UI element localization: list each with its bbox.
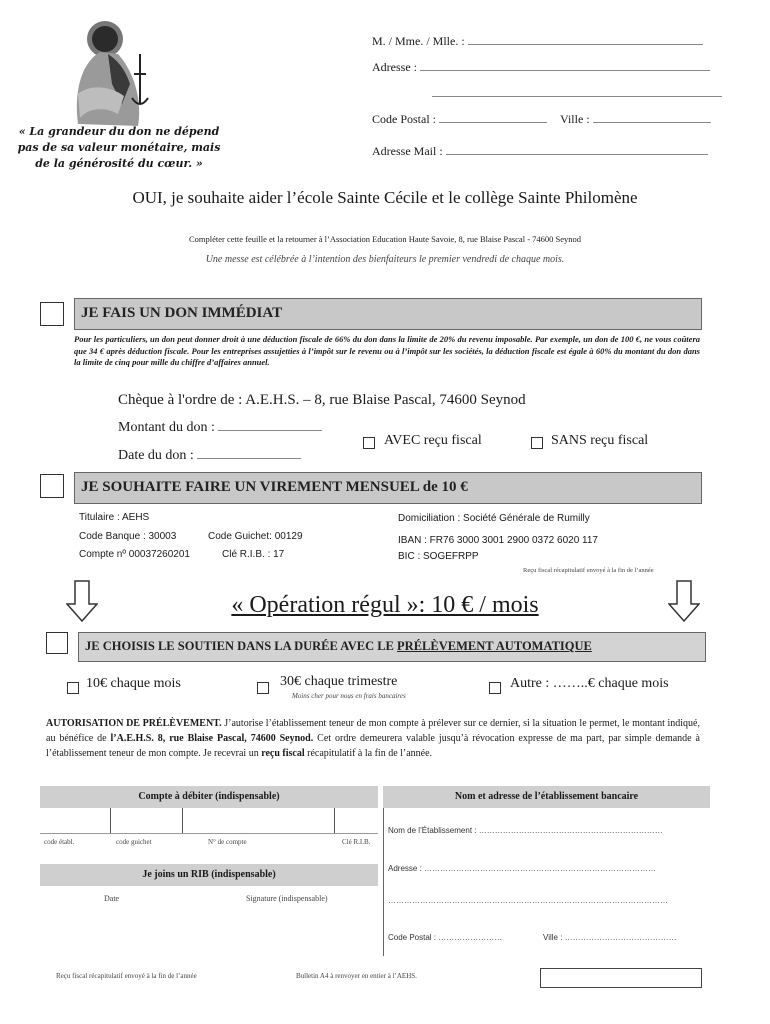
account-number-text: Compte nº 00037260201: [79, 549, 190, 560]
bank-info-title: Nom et adresse de l’établissement bancaire: [454, 791, 639, 802]
motto-line3: de la générosité du cœur. »: [35, 157, 203, 170]
office-use-box[interactable]: [540, 968, 702, 988]
postal-label: Code Postal :: [372, 112, 437, 126]
branch-code-text: Code Guichet: 00129: [208, 531, 303, 542]
monthly-transfer-header: [74, 472, 702, 504]
footer-return-note: Bulletin A4 à renvoyer en entier à l’AEHS.: [296, 972, 417, 980]
amount-label: Montant du don :: [118, 420, 215, 435]
date-field[interactable]: [118, 448, 301, 464]
operation-title: [0, 592, 770, 619]
bank-address-field[interactable]: Adresse : ……………………………………………………………………………: [388, 864, 657, 873]
monthly-10-checkbox[interactable]: [67, 682, 79, 694]
postal-field[interactable]: [372, 112, 547, 127]
email-field[interactable]: [372, 144, 708, 159]
motto: [14, 124, 224, 172]
monthly-transfer-checkbox[interactable]: [40, 474, 64, 498]
authorization-text: AUTORISATION DE PRÉLÈVEMENT. J’autorise l’établissement teneur de mon compte à prélever sur ce dernier, si la situation le permet, le montant indiqué, au bénéfice de l’A.E.H.S. 8, rue Blaise Pascal, 74600 Seynod. Cet ordre demeurera valable jusqu’à révocation expresse de ma part, par simple demande à l’établissement teneur de mon compte. Je recevrai un reçu fiscal récapitulatif à la fin de l’année.: [46, 718, 700, 759]
quarterly-30-checkbox[interactable]: [257, 682, 269, 694]
address-line2[interactable]: [432, 96, 722, 97]
account-number-col[interactable]: N° de compte: [208, 838, 247, 846]
account-debit-title: Compte à débiter (indispensable): [138, 791, 280, 802]
motto-line2: pas de sa valeur monétaire, mais: [17, 141, 221, 154]
direct-debit-header: [78, 632, 706, 662]
other-amount-label: Autre : ……..€ chaque mois: [510, 676, 669, 691]
bank-city-field[interactable]: Ville : ……………………………………: [543, 933, 677, 942]
name-field[interactable]: [372, 34, 703, 49]
bank-info-header: [383, 786, 710, 808]
logo-illustration: [60, 14, 160, 132]
city-label: Ville :: [560, 112, 590, 126]
immediate-donation-title: JE FAIS UN DON IMMÉDIAT: [81, 305, 283, 321]
city-field[interactable]: [560, 112, 711, 127]
quarterly-30-label: 30€ chaque trimestre: [280, 674, 398, 689]
mass-note: Une messe est célébrée à l’intention des bienfaiteurs le premier vendredi de chaque mois.: [205, 254, 565, 265]
direct-debit-title: JE CHOISIS LE SOUTIEN DANS LA DURÉE AVEC LE PRÉLÈVEMENT AUTOMATIQUE: [85, 639, 592, 653]
instruction-text: Compléter cette feuille et la retourner à l’Association Education Haute Savoie, 8, rue Blaise Pascal - 74600 Seynod: [188, 234, 582, 244]
bank-postal-field[interactable]: Code Postal : ……………………: [388, 933, 503, 942]
direct-debit-checkbox[interactable]: [46, 632, 68, 654]
bic-text: BIC : SOGEFRPP: [398, 551, 479, 562]
email-label: Adresse Mail :: [372, 144, 443, 158]
without-receipt-checkbox[interactable]: [531, 437, 543, 449]
bank-address-line2[interactable]: ……………………………………………………………………………………………: [388, 896, 668, 905]
address-field[interactable]: [372, 60, 710, 75]
cheque-order-text: Chèque à l'ordre de : A.E.H.S. – 8, rue Blaise Pascal, 74600 Seynod: [118, 392, 526, 408]
holder-text: Titulaire : AEHS: [79, 512, 150, 523]
date-sign-label[interactable]: Date: [104, 894, 120, 903]
account-debit-header: [40, 786, 378, 808]
branch-code-col[interactable]: code guichet: [116, 838, 152, 846]
monthly-10-label: 10€ chaque mois: [86, 676, 181, 691]
rib-key-col[interactable]: Clé R.I.B.: [342, 838, 371, 846]
date-label: Date du don :: [118, 448, 194, 463]
page-title: OUI, je souhaite aider l’école Sainte Cécile et le collège Sainte Philomène: [132, 188, 638, 207]
without-receipt-label: SANS reçu fiscal: [551, 433, 649, 448]
address-label: Adresse :: [372, 60, 417, 74]
rib-title: Je joins un RIB (indispensable): [142, 869, 276, 880]
motto-line1: « La grandeur du don ne dépend: [18, 125, 220, 138]
signature-label[interactable]: Signature (indispensable): [246, 894, 328, 903]
quarterly-note: Moins cher pour nous en frais bancaires: [292, 692, 406, 700]
with-receipt-checkbox[interactable]: [363, 437, 375, 449]
rib-key-text: Clé R.I.B. : 17: [222, 549, 285, 560]
footer-receipt-note: Reçu fiscal récapitulatif envoyé à la fin de l’année: [56, 972, 197, 980]
transfer-receipt-note: Reçu fiscal récapitulatif envoyé à la fin de l’année: [523, 567, 654, 574]
bank-code-col[interactable]: code établ.: [44, 838, 75, 846]
immediate-donation-checkbox[interactable]: [40, 302, 64, 326]
tax-deduction-text: Pour les particuliers, un don peut donner droit à une déduction fiscale de 66% du don dans la limite de 20% du revenu imposable. Par exemple, un don de 100 €, ne vous coûtera que 34 € après déduction fiscale. Pour les entreprises assujetties à l’impôt sur le revenu ou à l’impôt sur les sociétés, la déduction fiscale est égale à 60% du montant du don dans la limite de cinq pour mille du chiffre d’affaires annuel.: [74, 334, 700, 367]
rib-header: [40, 864, 378, 886]
monthly-transfer-title: JE SOUHAITE FAIRE UN VIREMENT MENSUEL de 10 €: [81, 479, 468, 495]
domiciliation-text: Domiciliation : Société Générale de Rumilly: [398, 513, 590, 524]
immediate-donation-header: [74, 298, 702, 330]
operation-text: « Opération régul »: 10 € / mois: [231, 592, 539, 618]
name-label: M. / Mme. / Mlle. :: [372, 34, 465, 48]
amount-field[interactable]: [118, 420, 322, 436]
with-receipt-label: AVEC reçu fiscal: [384, 433, 482, 448]
other-amount-checkbox[interactable]: [489, 682, 501, 694]
iban-text: IBAN : FR76 3000 3001 2900 0372 6020 117: [398, 535, 598, 546]
bank-name-field[interactable]: Nom de l’Établissement : ……………………………………………………………: [388, 826, 663, 835]
bank-code-text: Code Banque : 30003: [79, 531, 177, 542]
